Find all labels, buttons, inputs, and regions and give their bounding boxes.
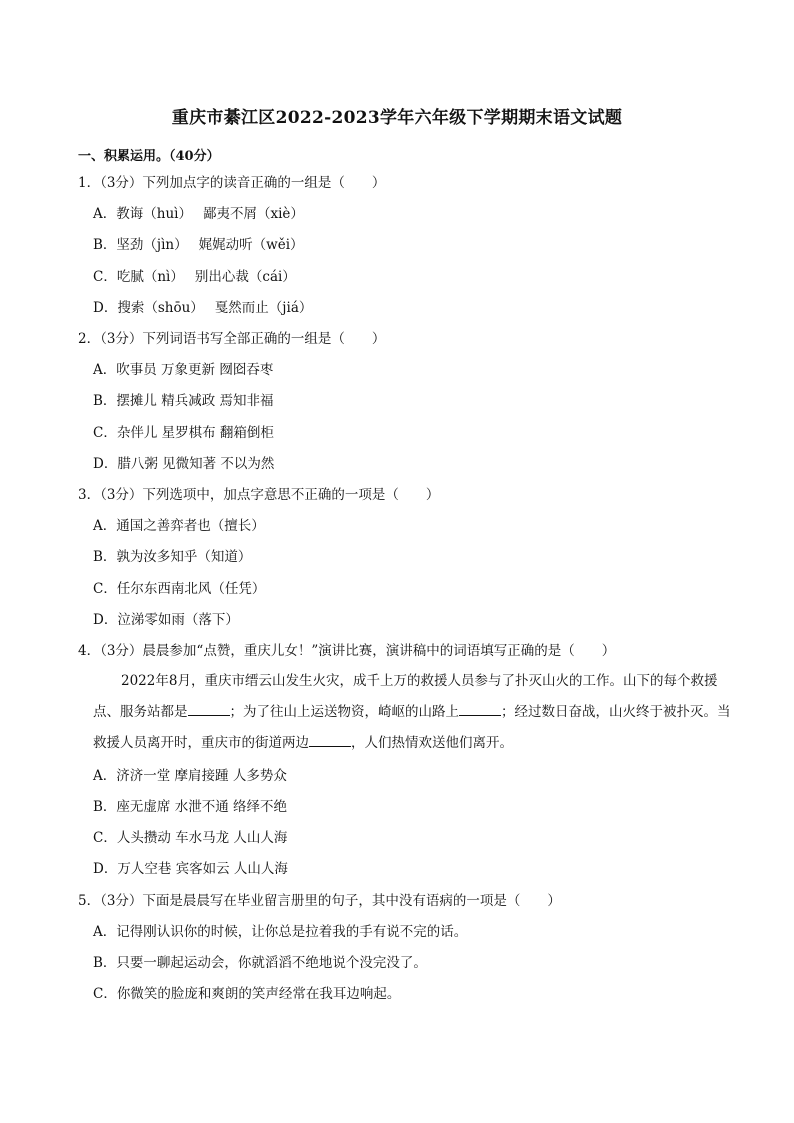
- passage-text-5: 扑灭。当救援人员离开时，重庆市的街道两边: [93, 704, 731, 751]
- question-3-option-c: C．任尔东西南北风（任凭）: [93, 581, 266, 597]
- question-1-option-d: D．搜索（shōu） 戛然而止（jiá）: [93, 300, 313, 316]
- question-2-option-b: B．摆摊儿 精兵减政 焉知非福: [93, 393, 274, 409]
- question-2-option-c: C．杂伴儿 星罗棋布 翻箱倒柜: [93, 425, 274, 441]
- fill-blank-3[interactable]: [309, 734, 351, 747]
- question-1-stem: 1．（3分）下列加点字的读音正确的一组是（ ）: [78, 175, 386, 191]
- question-4-stem: 4．（3分）晨晨参加“点赞，重庆儿女！”演讲比赛，演讲稿中的词语填写正确的是（ ）: [78, 643, 616, 659]
- fill-blank-2[interactable]: [459, 703, 501, 716]
- question-1-option-b: B．坚劲（jìn） 娓娓动听（wěi）: [93, 237, 304, 253]
- passage-text-6: ，人们热情欢送他们离开。: [351, 735, 513, 751]
- passage-text-2: 救援点、服务站都是: [93, 673, 718, 720]
- question-4-passage: [93, 666, 733, 759]
- question-2-option-d: D．腊八粥 见微知著 不以为然: [93, 456, 275, 472]
- question-2-option-a: A．吹事员 万象更新 囫囵吞枣: [93, 362, 274, 378]
- question-4-option-b: B．座无虚席 水泄不通 络绎不绝: [93, 799, 288, 815]
- question-1-option-a: A．教诲（huì） 鄙夷不屑（xiè）: [93, 206, 304, 222]
- question-3-option-a: A．通国之善弈者也（擅长）: [93, 518, 265, 534]
- question-3-stem: 3．（3分）下列选项中，加点字意思不正确的一项是（ ）: [78, 487, 440, 503]
- question-5-option-b: B．只要一聊起运动会，你就滔滔不绝地说个没完没了。: [93, 955, 427, 971]
- question-4-option-c: C．人头攒动 车水马龙 人山人海: [93, 830, 288, 846]
- passage-text-1: 2022年8月，重庆市缙云山发生火灾，成千上万的救援人员参与了扑灭山火的工作。山下的每个: [121, 673, 691, 689]
- question-2-stem: 2．（3分）下列词语书写全部正确的一组是（ ）: [78, 331, 386, 347]
- question-3-option-b: B．孰为汝多知乎（知道）: [93, 549, 252, 565]
- fill-blank-1[interactable]: [188, 703, 230, 716]
- section-heading: 一、积累运用。（40分）: [78, 149, 220, 164]
- question-5-option-c: C．你微笑的脸庞和爽朗的笑声经常在我耳边响起。: [93, 986, 401, 1002]
- question-5-option-a: A．记得刚认识你的时候，让你总是拉着我的手有说不完的话。: [93, 924, 468, 940]
- question-3-option-d: D．泣涕零如雨（落下）: [93, 612, 239, 628]
- question-4-option-d: D．万人空巷 宾客如云 人山人海: [93, 861, 288, 877]
- page-title: 重庆市綦江区2022-2023学年六年级下学期期末语文试题: [171, 108, 623, 128]
- passage-text-3: ；为了往山上运送物资，崎岖的山路上: [229, 704, 459, 720]
- passage-text-4: ；经过数日奋战，山火终于被: [501, 704, 677, 720]
- question-1-option-c: C．吃腻（nì） 别出心裁（cái）: [93, 269, 296, 285]
- question-4-option-a: A．济济一堂 摩肩接踵 人多势众: [93, 768, 287, 784]
- question-5-stem: 5．（3分）下面是晨晨写在毕业留言册里的句子，其中没有语病的一项是（ ）: [78, 893, 561, 909]
